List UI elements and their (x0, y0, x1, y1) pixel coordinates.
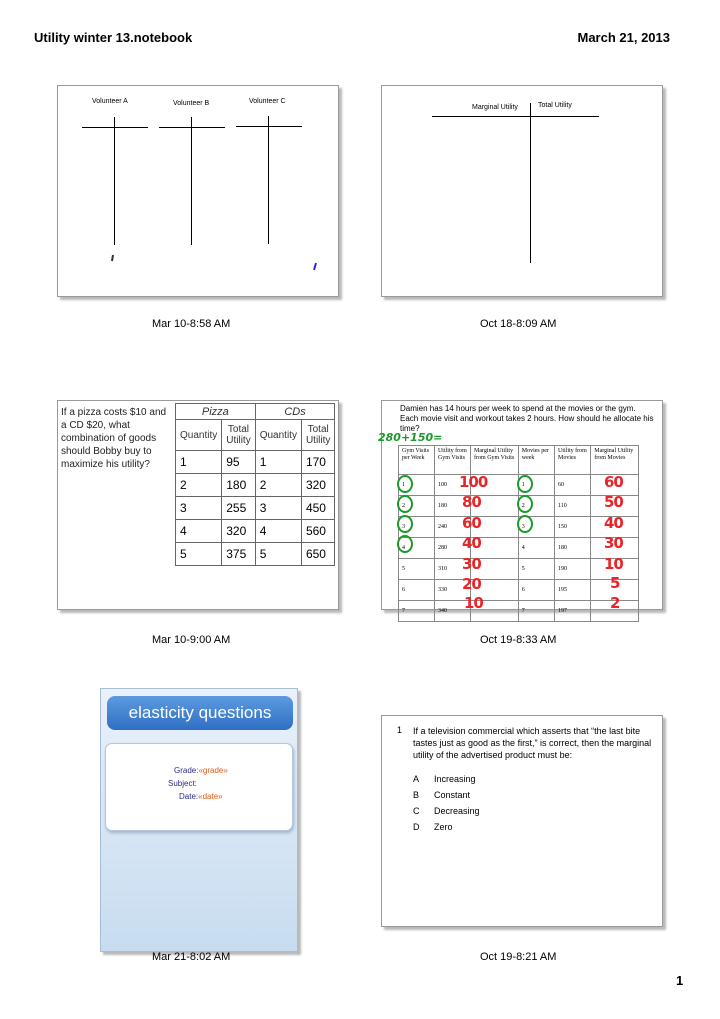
marginal-utility-label: Marginal Utility (472, 104, 518, 111)
cds-group-header: CDs (255, 404, 335, 420)
option-letter: C (413, 806, 420, 816)
col-header: Quantity (176, 420, 222, 451)
handwritten-value: 10 (464, 594, 483, 612)
handwritten-value: 20 (462, 575, 481, 593)
info-card (105, 743, 293, 831)
slide-2[interactable] (381, 85, 663, 297)
handwritten-value: 2 (610, 594, 620, 612)
green-circle (397, 495, 413, 513)
option-letter: A (413, 774, 420, 784)
total-utility-label: Total Utility (538, 102, 572, 109)
table-row: 7 340 7 197 (399, 601, 639, 622)
option-letter: D (413, 822, 420, 832)
table-row: 4 280 4 180 (399, 538, 639, 559)
table-row: 3 240 3 150 (399, 517, 639, 538)
damien-question: Damien has 14 hours per week to spend at the movies or the gym. Each movie visit and workout takes 2 hours. How should he allocate his time? (400, 404, 654, 433)
green-circle (397, 535, 413, 553)
date-line: Date:«date» (179, 792, 223, 801)
green-circle (397, 475, 413, 493)
green-circle (517, 495, 533, 513)
t-chart-b-bar (159, 127, 225, 128)
green-circle (397, 515, 413, 533)
green-circle (517, 475, 533, 493)
damien-table: Gym Visits per Week Utility from Gym Visits Marginal Utility from Gym Visits Movies per week Utility from Movies Marginal Utility from Movies 1 100 1 60 2 180 2 110 3 240 3 150 4 280 4 180 5 310 5 190 6 330 6 195 7 340 7 197 (398, 445, 639, 622)
option-d[interactable]: Zero (434, 822, 453, 832)
slide-4[interactable] (378, 400, 663, 614)
table-row: 2 180 2 320 (176, 474, 335, 497)
slide-5-title: elasticity questions (128, 703, 272, 722)
t-chart-a-stem (114, 117, 115, 245)
slide-3-timestamp: Mar 10-9:00 AM (152, 634, 231, 646)
handwritten-value: 40 (462, 534, 481, 552)
table-row: 3 255 3 450 (176, 497, 335, 520)
t-chart-stem (530, 103, 531, 263)
slide-2-timestamp: Oct 18-8:09 AM (480, 318, 557, 330)
slide-5-timestamp: Mar 21-8:02 AM (152, 951, 231, 963)
t-chart-bar (432, 116, 599, 117)
pizza-question: If a pizza costs $10 and a CD $20, what combination of goods should Bobby buy to maximize his utility? (61, 407, 167, 470)
slide-6[interactable] (381, 715, 663, 927)
col-header: Quantity (255, 420, 301, 451)
handwritten-value: 5 (610, 574, 620, 592)
col-header: Total Utility (301, 420, 334, 451)
table-row: 1 100 1 60 (399, 475, 639, 496)
t-chart-c-stem (268, 116, 269, 244)
table-row: 5 310 5 190 (399, 559, 639, 580)
option-c[interactable]: Decreasing (434, 806, 480, 816)
handwritten-value: 60 (462, 514, 481, 532)
table-row: 4 320 4 560 (176, 520, 335, 543)
page-number: 1 (676, 973, 684, 988)
pen-mark (108, 252, 118, 266)
volunteer-a-label: Volunteer A (92, 98, 128, 105)
slide-1-timestamp: Mar 10-8:58 AM (152, 318, 231, 330)
option-a[interactable]: Increasing (434, 774, 476, 784)
option-letter: B (413, 790, 420, 800)
handwritten-value: 10 (604, 555, 623, 573)
handwritten-value: 100 (459, 473, 488, 491)
title-banner (107, 696, 293, 730)
slide-6-timestamp: Oct 19-8:21 AM (480, 951, 557, 963)
t-chart-c-bar (236, 126, 302, 127)
question-text: If a television commercial which asserts that “the last bite tastes just as good as the first,” is correct, then the marginal utility of the advertised product must be: (413, 726, 652, 760)
slide-3[interactable] (57, 400, 339, 610)
table-row: 2 180 2 110 (399, 496, 639, 517)
handwritten-sum: 280+150= (378, 431, 443, 444)
notebook-title: Utility winter 13.notebook (34, 30, 193, 45)
handwritten-value: 40 (604, 514, 623, 532)
t-chart-b-stem (191, 117, 192, 245)
slide-1[interactable] (57, 85, 339, 297)
handwritten-value: 30 (604, 534, 623, 552)
subject-line: Subject: (168, 779, 197, 788)
pizza-group-header: Pizza (176, 404, 256, 420)
handwritten-value: 50 (604, 493, 623, 511)
volunteer-c-label: Volunteer C (249, 98, 286, 105)
pizza-cd-table (175, 403, 335, 566)
table-row: 6 330 6 195 (399, 580, 639, 601)
handwritten-value: 30 (462, 555, 481, 573)
question-number: 1 (397, 725, 403, 735)
slide-4-timestamp: Oct 19-8:33 AM (480, 634, 557, 646)
pen-mark-blue (310, 260, 320, 274)
handwritten-value: 80 (462, 493, 481, 511)
table-row: 1 95 1 170 (176, 451, 335, 474)
grade-line: Grade:«grade» (174, 766, 228, 775)
notebook-date: March 21, 2013 (577, 30, 670, 45)
table-row: 5 375 5 650 (176, 543, 335, 566)
slide-5[interactable] (100, 688, 298, 952)
handwritten-value: 60 (604, 473, 623, 491)
option-b[interactable]: Constant (434, 790, 471, 800)
t-chart-a-bar (82, 127, 148, 128)
green-circle (517, 515, 533, 533)
col-header: Total Utility (222, 420, 255, 451)
volunteer-b-label: Volunteer B (173, 100, 210, 107)
